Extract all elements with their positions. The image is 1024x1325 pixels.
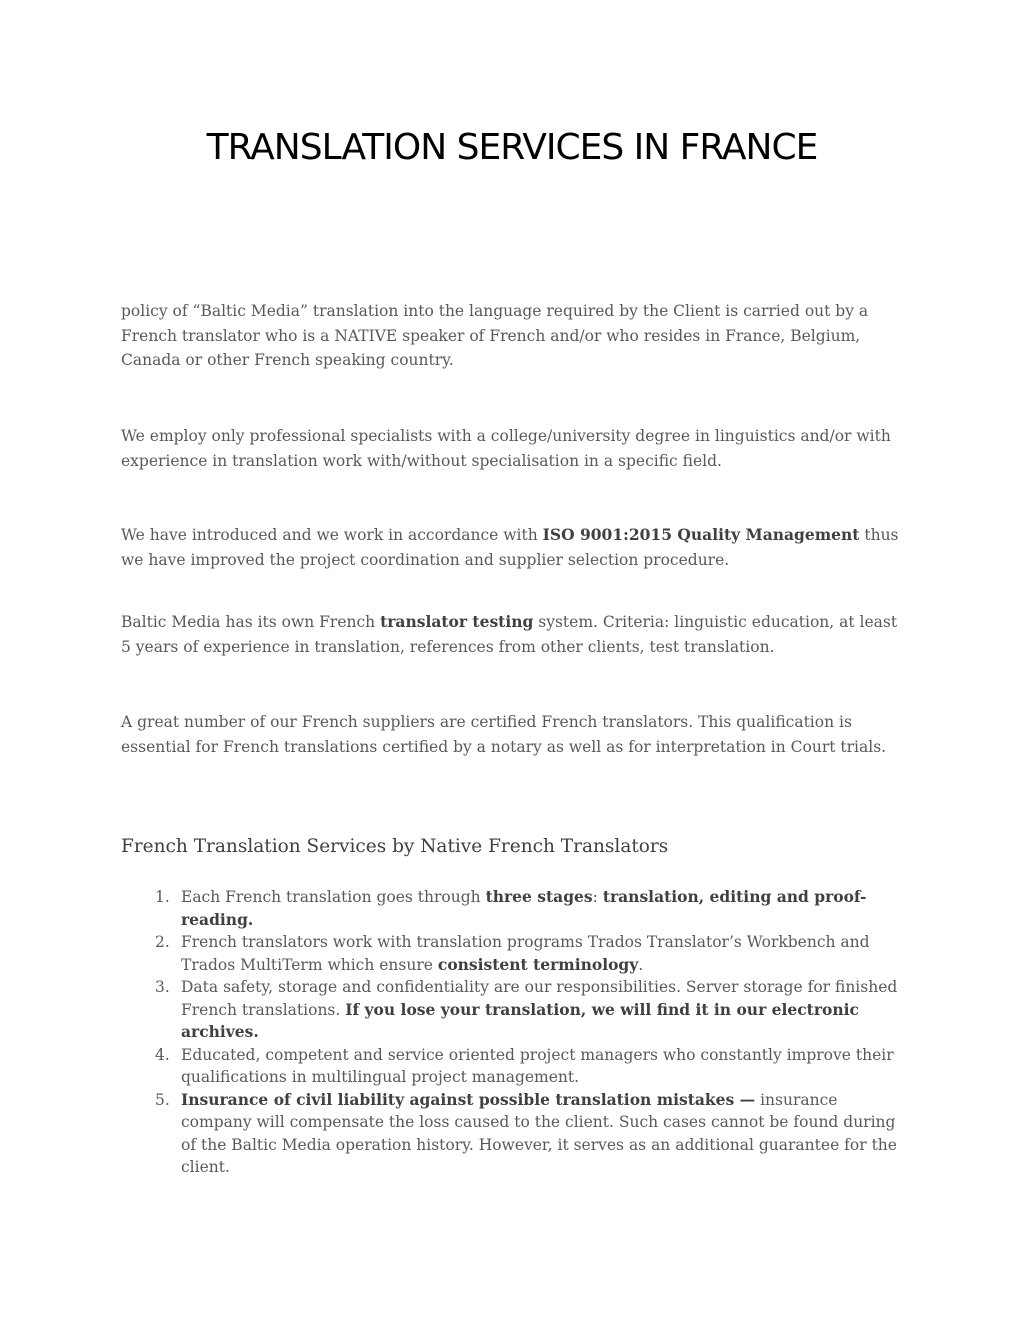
list-item	[121, 1044, 911, 1089]
list-item	[121, 931, 911, 976]
iso-emphasis: ISO 9001:2015 Quality Management	[542, 525, 860, 544]
list-number: 1.	[155, 888, 170, 906]
list-text: Educated, competent and service oriented project managers who constantly improve their qualifications in multilingual project management.	[181, 1045, 894, 1086]
list-number: 2.	[155, 933, 170, 951]
intro-paragraph	[121, 299, 911, 373]
section-heading: French Translation Services by Native French Translators	[121, 836, 669, 857]
paragraph-text: Baltic Media has its own French	[121, 613, 381, 631]
list-emphasis: Insurance of civil liability against possible translation mistakes —	[181, 1089, 756, 1109]
list-text: .	[638, 955, 644, 974]
paragraph-text: A great number of our French suppliers are certified French translators. This qualification is essential for French translations certified by a notary as well as for interpretation in Court trials.	[121, 713, 887, 756]
list-item	[121, 1089, 911, 1179]
testing-paragraph	[121, 610, 911, 659]
list-number: 4.	[155, 1045, 170, 1064]
list-emphasis: If you lose your translation, we will find it in our electronic archives.	[181, 999, 859, 1041]
specialists-paragraph	[121, 424, 911, 473]
list-text: :	[592, 888, 603, 906]
paragraph-text: We employ only professional specialists with a college/university degree in linguistics and/or with experience in translation work with/without specialisation in a specific field.	[121, 427, 891, 470]
paragraph-text: system. Criteria: linguistic education, at least 5 years of experience in translation, references from other clients, test translation.	[121, 613, 898, 656]
list-text: French translators work with translation programs Trados Translator’s Workbench and Trados MultiTerm which ensure	[181, 933, 870, 974]
list-emphasis: translation, editing and proof-reading.	[181, 887, 867, 929]
list-text: insurance company will compensate the loss caused to the client. Such cases cannot be found during of the Baltic Media operation history. However, it serves as an additional guarantee for the client.	[181, 1090, 897, 1176]
paragraph-text: thus we have improved the project coordination and supplier selection procedure.	[121, 526, 899, 569]
paragraph-text: We have introduced and we work in accordance with	[121, 526, 543, 544]
list-text: Each French translation goes through	[181, 888, 486, 906]
testing-emphasis: translator testing	[380, 612, 534, 631]
paragraph-text: policy of “Baltic Media” translation into the language required by the Client is carried out by a French translator who is a NATIVE speaker of French and/or who resides in France, Belgium, Canada or other French speaking country.	[121, 302, 869, 369]
list-item	[121, 886, 911, 931]
list-item	[121, 976, 911, 1044]
page-title: TRANSLATION SERVICES IN FRANCE	[206, 127, 818, 168]
certified-paragraph	[121, 710, 911, 759]
list-text: Data safety, storage and confidentiality are our responsibilities. Server storage for finished French translations.	[181, 978, 898, 1019]
services-list	[121, 886, 911, 1179]
iso-paragraph	[121, 523, 911, 572]
list-number: 5.	[155, 1090, 170, 1109]
list-number: 3.	[155, 978, 170, 996]
list-emphasis: consistent terminology	[437, 954, 639, 974]
list-emphasis: three stages	[485, 887, 593, 906]
